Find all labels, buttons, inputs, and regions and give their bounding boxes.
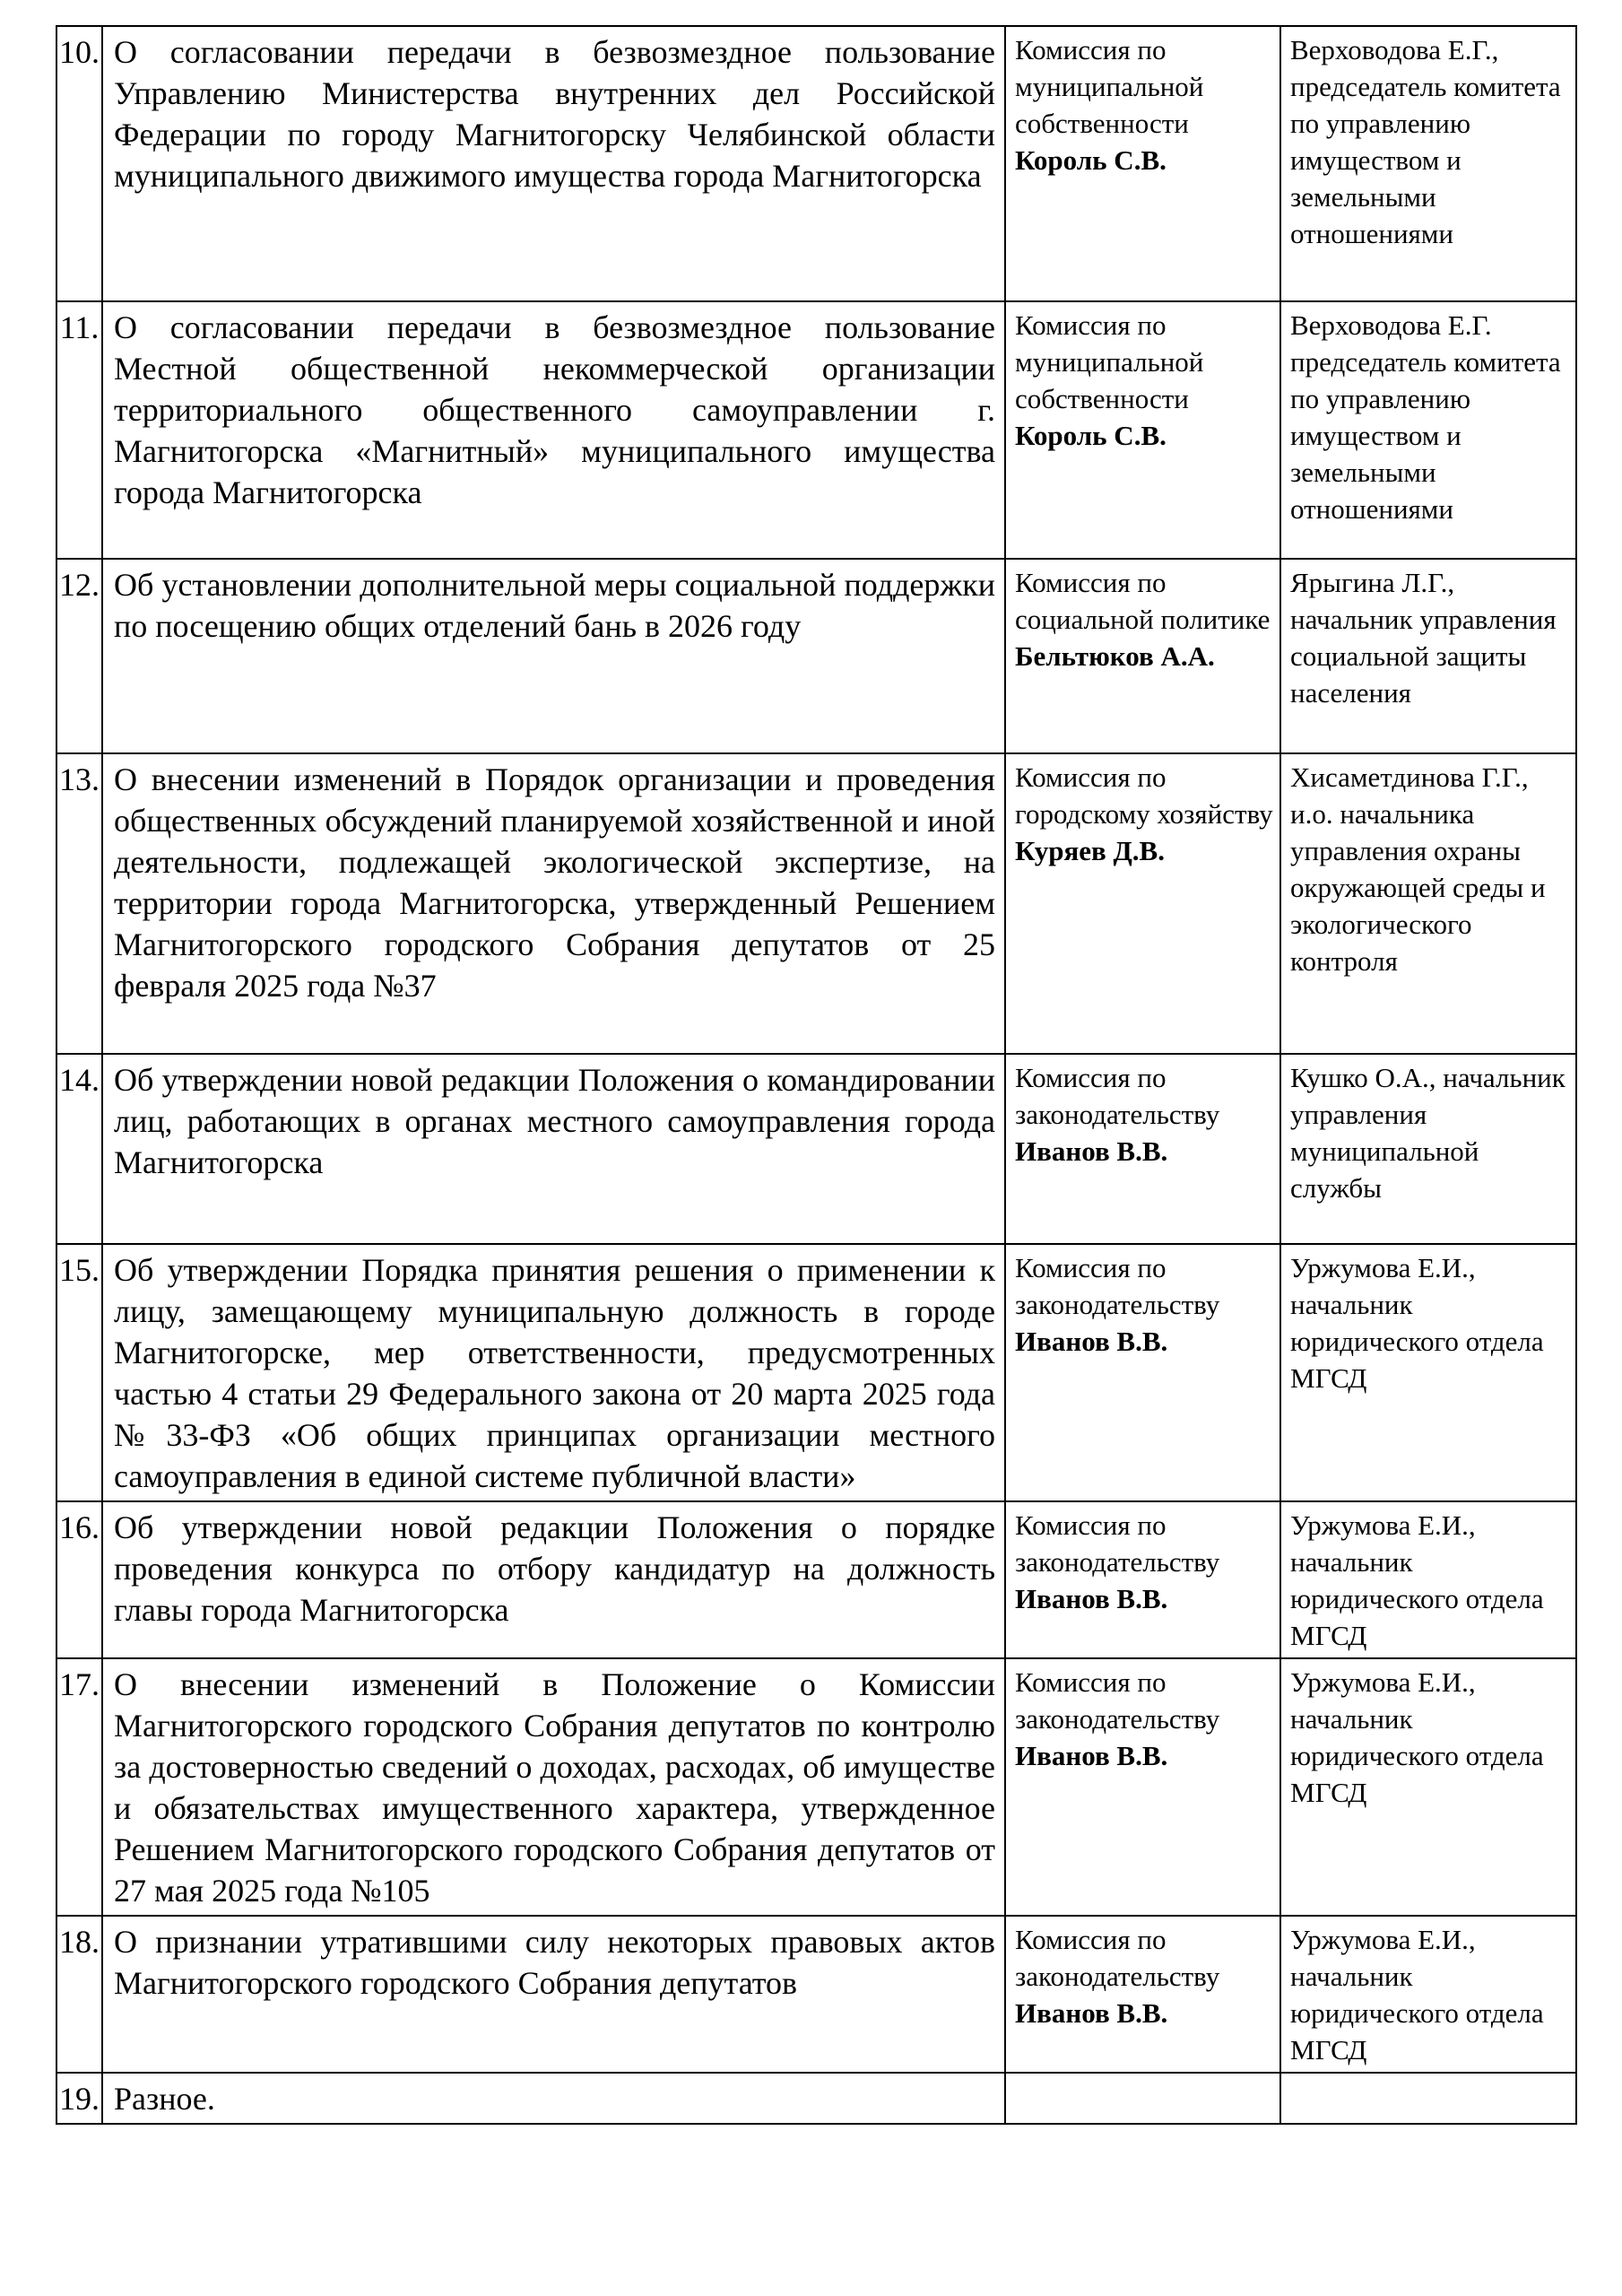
agenda-table [56, 25, 1577, 2125]
commission-chair-name: Король С.В. [1015, 420, 1167, 451]
commission-name: Комиссия по законодательству [1015, 1252, 1220, 1320]
row-number-cell: 16. [56, 1501, 102, 1658]
topic-cell: Об утверждении Порядка принятия решения о применении к лицу, замещающему муниципальную должность в городе Магнитогорске, мер ответственности, предусмотренных частью 4 статьи 29 Федерального закона от 20 марта 2025 года №33-ФЗ «Об общих принципах организации местного самоуправления в единой системе публичной власти» [102, 1244, 1005, 1501]
row-number-cell: 14. [56, 1054, 102, 1244]
commission-name: Комиссия по законодательству [1015, 1509, 1220, 1578]
row-number-cell: 12. [56, 559, 102, 753]
topic-cell: О согласовании передачи в безвозмездное пользование Местной общественной некоммерческой организации территориального общественного самоуправлении г. Магнитогорска «Магнитный» муниципального имущества города Магнитогорска [102, 301, 1005, 559]
topic-cell: О признании утратившими силу некоторых правовых актов Магнитогорского городского Собрания депутатов [102, 1916, 1005, 2073]
commission-chair-name: Иванов В.В. [1015, 1997, 1168, 2029]
row-number-cell: 13. [56, 753, 102, 1054]
commission-chair-name: Иванов В.В. [1015, 1135, 1168, 1167]
topic-cell: О внесении изменений в Порядок организации и проведения общественных обсуждений планируемой хозяйственной и иной деятельности, подлежащей экологической экспертизе, на территории города Магнитогорска, утвержденный Решением Магнитогорского городского Собрания депутатов от 25 февраля 2025 года №37 [102, 753, 1005, 1054]
commission-cell [1005, 1658, 1280, 1916]
commission-cell [1005, 1916, 1280, 2073]
commission-cell [1005, 2073, 1280, 2124]
row-number-cell: 19. [56, 2073, 102, 2124]
commission-chair-name: Король С.В. [1015, 144, 1167, 176]
commission-chair-name: Куряев Д.В. [1015, 835, 1165, 866]
topic-cell: О внесении изменений в Положение о Комиссии Магнитогорского городского Собрания депутатов по контролю за достоверностью сведений о доходах, расходах, об имуществе и обязательствах имущественного характера, утвержденное Решением Магнитогорского городского Собрания депутатов от 27 мая 2025 года №105 [102, 1658, 1005, 1916]
row-number-cell: 10. [56, 26, 102, 301]
table-row [56, 1054, 1576, 1244]
responsible-cell: Кушко О.А., начальник управления муниципальной службы [1280, 1054, 1576, 1244]
topic-cell: Об установлении дополнительной меры социальной поддержки по посещению общих отделений бань в 2026 году [102, 559, 1005, 753]
commission-name: Комиссия по социальной политике [1015, 567, 1271, 635]
document-page [56, 25, 1577, 2125]
commission-cell [1005, 753, 1280, 1054]
responsible-cell: Ярыгина Л.Г., начальник управления социальной защиты населения [1280, 559, 1576, 753]
table-row [56, 559, 1576, 753]
table-row [56, 753, 1576, 1054]
commission-name: Комиссия по муниципальной собственности [1015, 309, 1204, 414]
commission-name: Комиссия по законодательству [1015, 1062, 1220, 1130]
table-row [56, 1501, 1576, 1658]
responsible-cell: Уржумова Е.И., начальник юридического отдела МГСД [1280, 1244, 1576, 1501]
responsible-cell: Верховодова Е.Г. председатель комитета по управлению имуществом и земельными отношениями [1280, 301, 1576, 559]
row-number-cell: 15. [56, 1244, 102, 1501]
table-row [56, 1244, 1576, 1501]
row-number-cell: 18. [56, 1916, 102, 2073]
topic-cell: Об утверждении новой редакции Положения о порядке проведения конкурса по отбору кандидатур на должность главы города Магнитогорска [102, 1501, 1005, 1658]
responsible-cell: Уржумова Е.И., начальник юридического отдела МГСД [1280, 1916, 1576, 2073]
table-row [56, 1916, 1576, 2073]
commission-chair-name: Иванов В.В. [1015, 1326, 1168, 1357]
commission-cell [1005, 26, 1280, 301]
table-row [56, 1658, 1576, 1916]
commission-name: Комиссия по законодательству [1015, 1666, 1220, 1735]
commission-name: Комиссия по городскому хозяйству [1015, 761, 1273, 830]
commission-cell [1005, 301, 1280, 559]
commission-chair-name: Иванов В.В. [1015, 1740, 1168, 1771]
agenda-table-body [56, 26, 1576, 2124]
responsible-cell: Верховодова Е.Г., председатель комитета по управлению имуществом и земельными отношениями [1280, 26, 1576, 301]
commission-cell [1005, 559, 1280, 753]
commission-name: Комиссия по законодательству [1015, 1924, 1220, 1992]
table-row [56, 301, 1576, 559]
commission-chair-name: Иванов В.В. [1015, 1583, 1168, 1614]
commission-chair-name: Бельтюков А.А. [1015, 640, 1215, 672]
topic-cell: Разное. [102, 2073, 1005, 2124]
commission-cell [1005, 1054, 1280, 1244]
row-number-cell: 17. [56, 1658, 102, 1916]
row-number-cell: 11. [56, 301, 102, 559]
commission-name: Комиссия по муниципальной собственности [1015, 34, 1204, 139]
commission-cell [1005, 1244, 1280, 1501]
responsible-cell [1280, 2073, 1576, 2124]
responsible-cell: Уржумова Е.И., начальник юридического отдела МГСД [1280, 1501, 1576, 1658]
responsible-cell: Хисаметдинова Г.Г., и.о. начальника управления охраны окружающей среды и экологического контроля [1280, 753, 1576, 1054]
commission-cell [1005, 1501, 1280, 1658]
table-row [56, 26, 1576, 301]
topic-cell: О согласовании передачи в безвозмездное пользование Управлению Министерства внутренних дел Российской Федерации по городу Магнитогорску Челябинской области муниципального движимого имущества города Магнитогорска [102, 26, 1005, 301]
responsible-cell: Уржумова Е.И., начальник юридического отдела МГСД [1280, 1658, 1576, 1916]
topic-cell: Об утверждении новой редакции Положения о командировании лиц, работающих в органах местного самоуправления города Магнитогорска [102, 1054, 1005, 1244]
table-row [56, 2073, 1576, 2124]
